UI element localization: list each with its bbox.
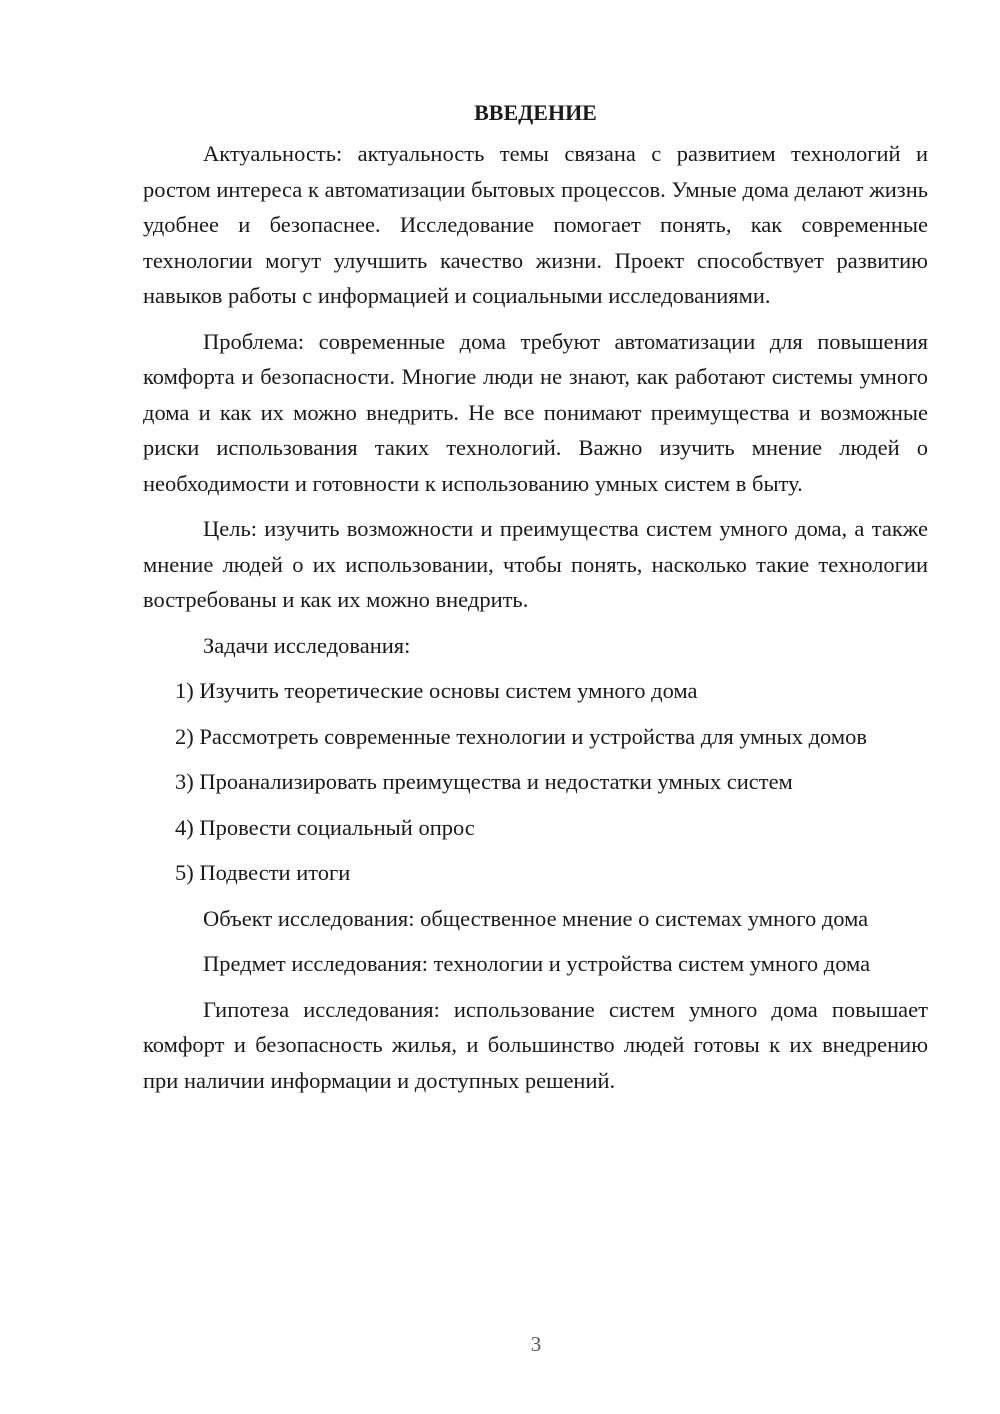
subject-paragraph: Предмет исследования: технологии и устройства систем умного дома	[203, 951, 871, 976]
problem-paragraph: Проблема: современные дома требуют автоматизации для повышения комфорта и безопасности. Многие люди не знают, как работают системы умного дома и как их можно внедрить. Не все понимают преимущества и возможные риски использования таких технологий. Важно изучить мнение людей о необходимости и готовности к использованию умных систем в быту.	[143, 328, 928, 496]
list-item: 2) Рассмотреть современные технологии и устройства для умных домов	[175, 723, 867, 749]
tasks-heading: Задачи исследования:	[203, 632, 411, 658]
document-body	[143, 95, 928, 1108]
list-item: 3) Проанализировать преимущества и недостатки умных систем	[175, 769, 793, 794]
tasks-list	[143, 673, 928, 891]
page-number: 3	[530, 1332, 542, 1356]
list-item: 5) Подвести итоги	[175, 860, 351, 885]
goal-paragraph: Цель: изучить возможности и преимущества систем умного дома, а также мнение людей о их использовании, чтобы понять, насколько такие технологии востребованы и как их можно внедрить.	[143, 516, 928, 612]
section-title: ВВЕДЕНИЕ	[474, 100, 597, 125]
list-item: 1) Изучить теоретические основы систем умного дома	[175, 678, 698, 703]
hypothesis-paragraph: Гипотеза исследования: использование систем умного дома повышает комфорт и безопасность жилья, и большинство людей готовы к их внедрению при наличии информации и доступных решений.	[143, 996, 928, 1093]
list-item: 4) Провести социальный опрос	[175, 814, 475, 840]
object-paragraph: Объект исследования: общественное мнение о системах умного дома	[203, 905, 869, 931]
relevance-paragraph: Актуальность: актуальность темы связана с развитием технологий и ростом интереса к автоматизации бытовых процессов. Умные дома делают жизнь удобнее и безопаснее. Исследование помогает понять, как современные технологии могут улучшить качество жизни. Проект способствует развитию навыков работы с информацией и социальными исследованиями.	[143, 141, 928, 308]
